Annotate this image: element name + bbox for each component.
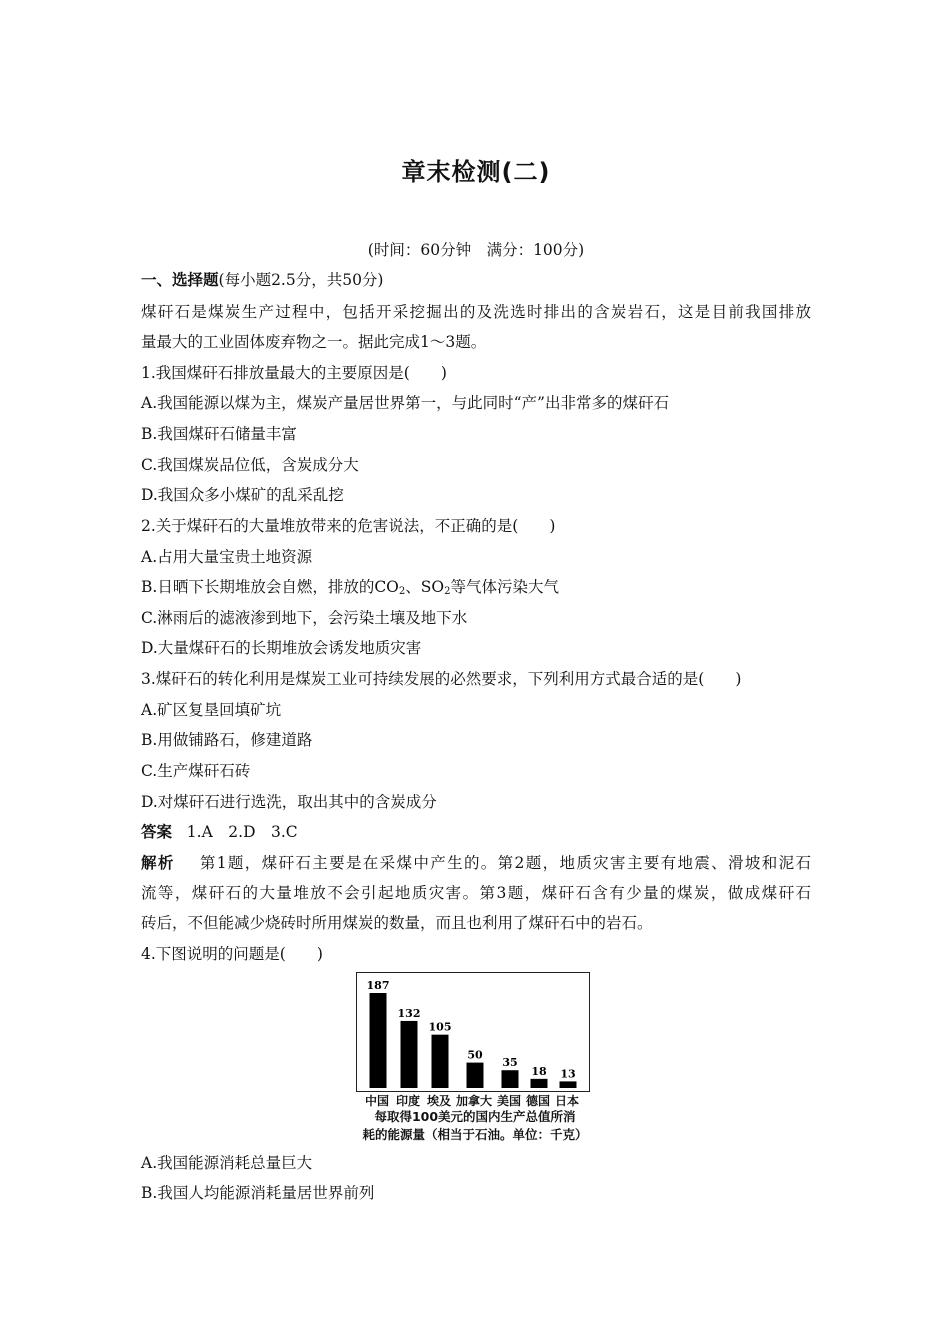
analysis-line-1: [141, 853, 811, 873]
analysis-line-3: 砖后，不但能减少烧砖时所用煤炭的数量，而且也利用了煤矸石中的岩石。: [141, 914, 653, 932]
answer-label: 答案: [141, 823, 173, 841]
bar-value-label: 187: [366, 979, 390, 992]
section-note: (每小题2.5分，共50分): [218, 271, 384, 289]
answer-line: [141, 822, 298, 842]
analysis-text-1: 第1题，煤矸石主要是在采煤中产生的。第2题，地质灾害主要有地震、滑坡和泥石: [199, 854, 811, 872]
answer-text: 1.A 2.D 3.C: [186, 823, 298, 841]
q2-option-b: [141, 577, 559, 602]
bar-德国: [531, 1079, 548, 1088]
q2-b-pre: B.日晒下长期堆放会自燃，排放的CO: [141, 578, 399, 596]
category-label: 美国: [496, 1094, 521, 1108]
q4-option-a: A.我国能源消耗总量巨大: [141, 1154, 313, 1172]
bar-value-label: 105: [428, 1020, 452, 1034]
bar-埃及: [432, 1035, 449, 1088]
bar-value-label: 50: [467, 1048, 483, 1062]
bar-中国: [370, 993, 387, 1088]
q1-option-c: C.我国煤炭品位低，含炭成分大: [141, 456, 359, 474]
question-4-stem: 4.下图说明的问题是( ): [141, 945, 323, 963]
chart-caption-line-2: 耗的能源量（相当于石油。单位：千克）: [362, 1127, 588, 1142]
question-3-stem: 3.煤矸石的转化利用是煤炭工业可持续发展的必然要求，下列利用方式最合适的是( ): [141, 670, 742, 688]
q1-option-d: D.我国众多小煤矿的乱采乱挖: [141, 486, 344, 504]
q4-option-b: B.我国人均能源消耗量居世界前列: [141, 1184, 375, 1202]
q3-option-c: C.生产煤矸石砖: [141, 762, 251, 780]
q3-option-a: A.矿区复垦回填矿坑: [141, 701, 282, 719]
question-1-stem: 1.我国煤矸石排放量最大的主要原因是( ): [141, 364, 447, 382]
q1-option-b: B.我国煤矸石储量丰富: [141, 425, 297, 443]
q2-option-d: D.大量煤矸石的长期堆放会诱发地质灾害: [141, 639, 422, 657]
bar-value-label: 13: [560, 1067, 576, 1081]
category-label: 印度: [395, 1094, 420, 1108]
bar-chart-svg: [357, 973, 589, 1091]
q2-b-post: 等气体污染大气: [450, 578, 559, 596]
bar-value-label: 18: [531, 1064, 547, 1078]
section-heading: [141, 270, 383, 290]
category-label: 加拿大: [455, 1094, 492, 1108]
bar-value-label: 132: [397, 1006, 421, 1020]
bar-印度: [401, 1021, 418, 1088]
q2-option-c: C.淋雨后的滤液渗到地下，会污染土壤及地下水: [141, 609, 468, 627]
analysis-label: 解析: [141, 854, 175, 872]
bar-加拿大: [467, 1063, 484, 1088]
chart-caption-line-1: 每取得100美元的国内生产总值所消: [374, 1109, 576, 1124]
section-label: 一、选择题: [141, 271, 219, 289]
energy-bar-chart: [356, 972, 590, 1092]
bar-value-label: 35: [502, 1056, 518, 1070]
analysis-line-2: 流等，煤矸石的大量堆放不会引起地质灾害。第3题，煤矸石含有少量的煤炭，做成煤矸石: [141, 884, 811, 902]
question-2-stem: 2.关于煤矸石的大量堆放带来的危害说法，不正确的是( ): [141, 517, 556, 535]
time-info: (时间：60分钟 满分：100分): [367, 241, 585, 259]
category-label: 德国: [525, 1094, 550, 1108]
q3-option-d: D.对煤矸石进行选洗，取出其中的含炭成分: [141, 793, 437, 811]
category-label: 埃及: [426, 1094, 451, 1108]
q2-b-sub2: 2: [444, 586, 451, 597]
page-title: 章末检测(二): [401, 158, 551, 186]
bar-美国: [502, 1070, 519, 1088]
q2-option-a: A.占用大量宝贵土地资源: [141, 548, 313, 566]
intro-line-2: 量最大的工业固体废弃物之一。据此完成1～3题。: [141, 333, 487, 351]
q2-b-sub1: 2: [398, 586, 406, 597]
bar-日本: [560, 1081, 577, 1088]
category-label: 日本: [554, 1094, 579, 1108]
category-label: 中国: [364, 1094, 389, 1108]
q2-b-mid: 、SO: [405, 578, 445, 596]
q1-option-a: A.我国能源以煤为主，煤炭产量居世界第一，与此同时“产”出非常多的煤矸石: [141, 394, 669, 412]
q3-option-b: B.用做铺路石，修建道路: [141, 731, 313, 749]
intro-line-1: 煤矸石是煤炭生产过程中，包括开采挖掘出的及洗选时排出的含炭岩石，这是目前我国排放: [141, 303, 811, 321]
